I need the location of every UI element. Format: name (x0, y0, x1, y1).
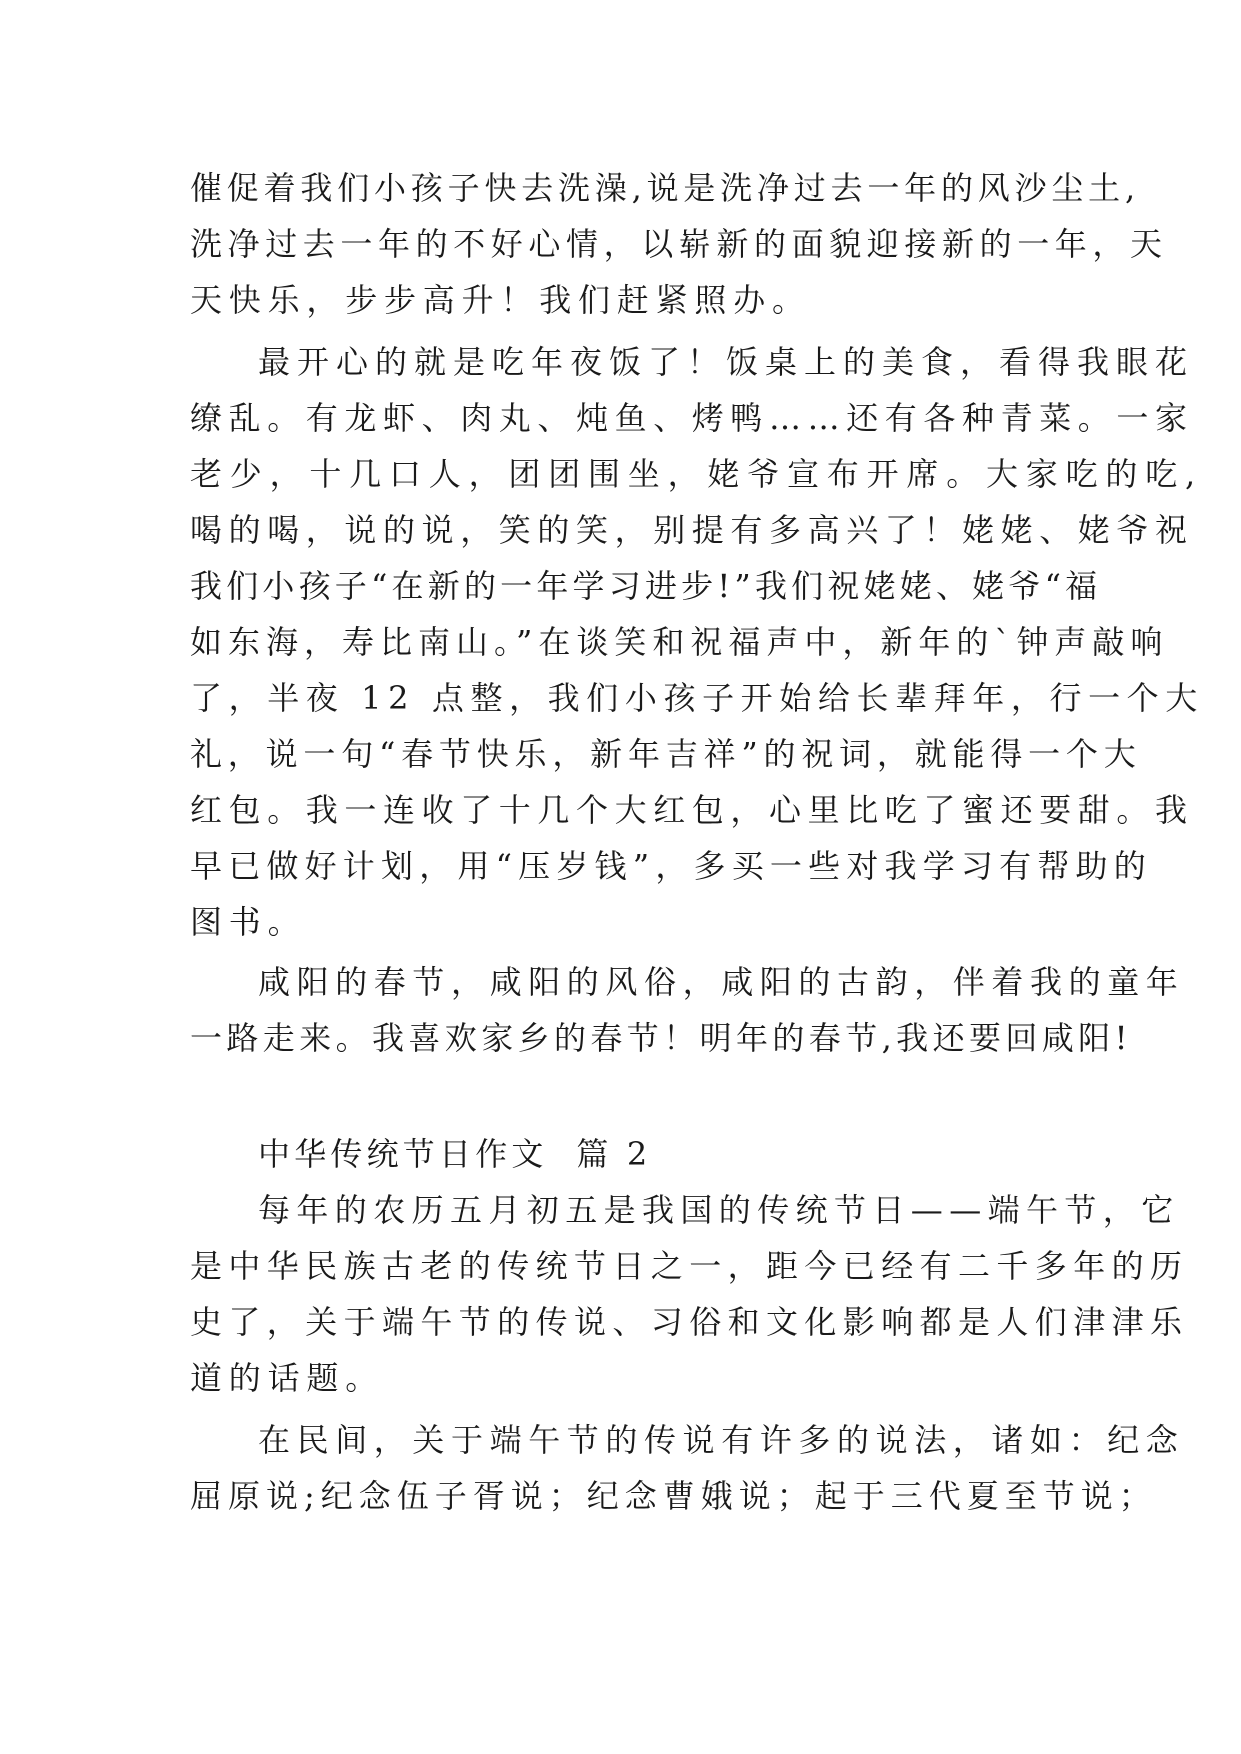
text-line: 喝的喝，说的说，笑的笑，别提有多高兴了！姥姥、姥爷祝 (190, 511, 1194, 549)
text-line: 我们小孩子“在新的一年学习进步!”我们祝姥姥、姥爷“福 (190, 567, 1102, 605)
section-heading: 中华传统节日作文 篇 2 (258, 1135, 652, 1173)
text-line: 一路走来。我喜欢家乡的春节！明年的春节,我还要回咸阳! (190, 1019, 1132, 1057)
text-line: 咸阳的春节，咸阳的风俗，咸阳的古韵，伴着我的童年 (258, 963, 1185, 1001)
text-line: 天快乐，步步高升！我们赶紧照办。 (190, 281, 811, 319)
text-line: 是中华民族古老的传统节日之一，距今已经有二千多年的历 (190, 1247, 1189, 1285)
text-line: 老少，十几口人，团团围坐，姥爷宣布开席。大家吃的吃, (190, 455, 1203, 493)
text-line: 道的话题。 (190, 1359, 385, 1397)
text-line: 在民间，关于端午节的传说有许多的说法，诸如：纪念 (258, 1421, 1185, 1459)
text-line: 早已做好计划，用“压岁钱”，多买一些对我学习有帮助的 (190, 847, 1152, 885)
text-line: 缭乱。有龙虾、肉丸、炖鱼、烤鸭……还有各种青菜。一家 (190, 399, 1194, 437)
text-line: 如东海，寿比南山。”在谈笑和祝福声中，新年的`钟声敲响 (190, 623, 1169, 661)
text-line: 红包。我一连收了十几个大红包，心里比吃了蜜还要甜。我 (190, 791, 1194, 829)
text-line: 屈原说;纪念伍子胥说；纪念曹娥说；起于三代夏至节说； (190, 1477, 1157, 1515)
text-line: 了，半夜 12 点整，我们小孩子开始给长辈拜年，行一个大 (190, 679, 1204, 717)
text-line: 史了，关于端午节的传说、习俗和文化影响都是人们津津乐 (190, 1303, 1189, 1341)
text-line: 图书。 (190, 903, 307, 941)
text-line: 催促着我们小孩子快去洗澡,说是洗净过去一年的风沙尘土, (190, 169, 1140, 207)
text-line: 礼，说一句“春节快乐，新年吉祥”的祝词，就能得一个大 (190, 735, 1142, 773)
text-line: 最开心的就是吃年夜饭了！饭桌上的美食，看得我眼花 (258, 343, 1195, 381)
text-line: 洗净过去一年的不好心情，以崭新的面貌迎接新的一年，天 (190, 225, 1168, 263)
text-line: 每年的农历五月初五是我国的传统节日——端午节，它 (258, 1191, 1180, 1229)
